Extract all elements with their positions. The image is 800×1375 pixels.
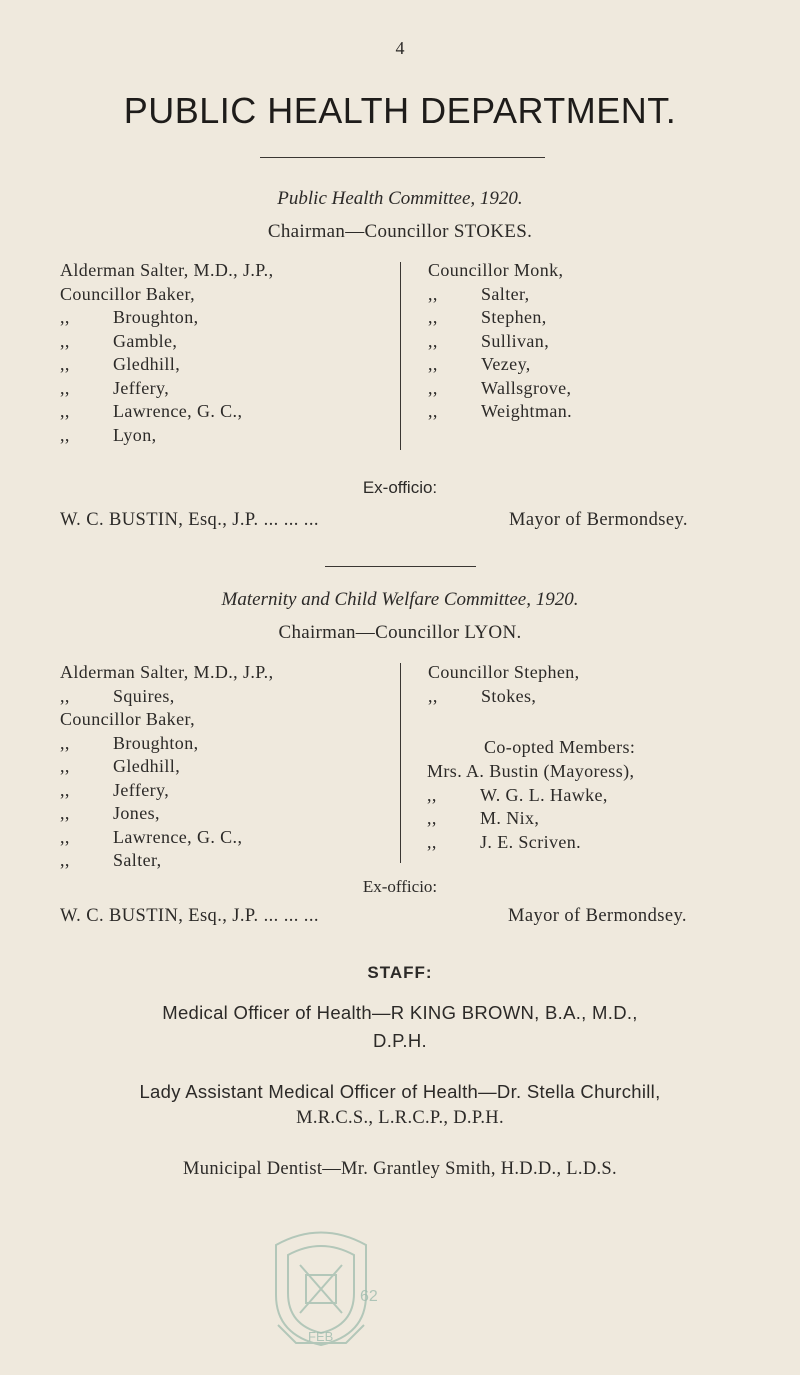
ditto-mark: ,,	[60, 330, 70, 351]
member-name: Councillor Baker,	[60, 283, 196, 304]
member-entry	[60, 400, 273, 424]
column-divider	[400, 663, 401, 863]
column-divider	[400, 262, 401, 450]
member-name: Stephen,	[481, 307, 547, 327]
member-entry	[60, 424, 273, 448]
divider	[325, 566, 476, 567]
member-name: Lawrence, G. C.,	[113, 826, 243, 847]
svg-text:FEB: FEB	[308, 1329, 334, 1344]
member-entry	[428, 283, 572, 307]
member-entry	[60, 849, 273, 873]
member-entry	[428, 306, 572, 330]
member-entry	[428, 353, 572, 377]
ex-officio-role: Mayor of Bermondsey.	[508, 906, 687, 926]
member-entry	[428, 330, 572, 354]
maternity-committee-chairman: Chairman—Councillor LYON.	[278, 622, 522, 643]
ex-officio-name: W. C. BUSTIN, Esq., J.P. ... ... ...	[60, 510, 319, 530]
ditto-mark: ,,	[60, 826, 70, 847]
ditto-mark: ,,	[60, 779, 70, 800]
member-entry	[60, 708, 273, 732]
member-entry	[427, 760, 634, 784]
ditto-mark: ,,	[60, 354, 70, 374]
member-entry	[428, 685, 580, 709]
member-entry	[428, 259, 572, 283]
ex-officio-heading: Ex-officio:	[362, 877, 438, 896]
member-entry	[60, 330, 273, 354]
member-name: Jeffery,	[113, 377, 170, 398]
staff-heading: STAFF:	[367, 963, 433, 982]
public-health-committee-chairman: Chairman—Councillor STOKES.	[267, 221, 533, 242]
member-entry	[60, 779, 273, 803]
member-name: Sullivan,	[481, 330, 550, 351]
ex-officio-heading: Ex-officio:	[362, 478, 438, 497]
member-name: Jeffery,	[113, 779, 170, 800]
page-title: PUBLIC HEALTH DEPARTMENT.	[123, 90, 677, 131]
maternity-members-left	[60, 661, 273, 873]
member-name: W. G. L. Hawke,	[480, 784, 608, 805]
public-health-committee-heading: Public Health Committee, 1920.	[277, 188, 523, 209]
member-name: Broughton,	[113, 732, 199, 753]
ditto-mark: ,,	[427, 831, 437, 852]
member-entry	[60, 826, 273, 850]
member-name: Stokes,	[481, 685, 537, 706]
ditto-mark: ,,	[428, 307, 438, 327]
member-name: Gledhill,	[113, 354, 181, 374]
ditto-mark: ,,	[60, 756, 70, 776]
stamp-text: 62	[360, 1288, 378, 1305]
member-entry	[60, 259, 273, 283]
member-entry	[60, 353, 273, 377]
ditto-mark: ,,	[60, 401, 70, 421]
member-name: Wallsgrove,	[481, 377, 572, 398]
member-name: Squires,	[113, 685, 175, 706]
public-health-members-left	[60, 259, 273, 447]
staff-lady-assistant-line1: Lady Assistant Medical Officer of Health—Dr. Stella Churchill,	[139, 1081, 661, 1102]
member-name: Lyon,	[113, 424, 157, 445]
member-name: Salter,	[481, 283, 530, 304]
coopted-members	[427, 760, 634, 854]
member-entry	[60, 283, 273, 307]
member-entry	[60, 755, 273, 779]
ditto-mark: ,,	[60, 803, 70, 823]
member-name: Jones,	[113, 803, 160, 823]
member-name: Salter,	[113, 850, 162, 870]
member-entry	[427, 784, 634, 808]
ditto-mark: ,,	[428, 354, 438, 374]
member-name: Alderman Salter, M.D., J.P.,	[60, 662, 274, 682]
ditto-mark: ,,	[60, 377, 70, 398]
ditto-mark: ,,	[427, 808, 437, 828]
staff-moh-line2: D.P.H.	[373, 1030, 427, 1051]
divider	[260, 157, 545, 158]
member-name: Councillor Monk,	[428, 260, 564, 280]
member-name: Mrs. A. Bustin (Mayoress),	[427, 761, 635, 781]
maternity-members-right	[428, 661, 580, 708]
member-entry	[60, 377, 273, 401]
public-health-members-right	[428, 259, 572, 424]
member-name: Gamble,	[113, 330, 178, 351]
staff-lady-assistant-line2: M.R.C.S., L.R.C.P., D.P.H.	[296, 1108, 504, 1128]
member-name: M. Nix,	[480, 808, 540, 828]
member-entry	[428, 661, 580, 685]
staff-dentist: Municipal Dentist—Mr. Grantley Smith, H.D.D., L.D.S.	[183, 1159, 617, 1179]
ditto-mark: ,,	[60, 685, 70, 706]
maternity-committee-heading: Maternity and Child Welfare Committee, 1920.	[221, 589, 579, 610]
member-entry	[428, 400, 572, 424]
ditto-mark: ,,	[427, 784, 437, 805]
member-entry	[428, 377, 572, 401]
library-stamp-icon	[256, 1225, 386, 1350]
member-entry	[60, 661, 273, 685]
ditto-mark: ,,	[60, 732, 70, 753]
member-entry	[427, 831, 634, 855]
ditto-mark: ,,	[428, 330, 438, 351]
member-name: Broughton,	[113, 307, 199, 327]
member-name: Councillor Stephen,	[428, 662, 580, 682]
staff-moh-line1: Medical Officer of Health—R KING BROWN, B.A., M.D.,	[162, 1002, 638, 1023]
page-number: 4	[395, 38, 405, 58]
member-name: Vezey,	[481, 354, 531, 374]
ditto-mark: ,,	[60, 850, 70, 870]
ditto-mark: ,,	[428, 377, 438, 398]
member-name: Councillor Baker,	[60, 709, 196, 729]
member-name: Lawrence, G. C.,	[113, 401, 243, 421]
member-entry	[60, 685, 273, 709]
ex-officio-role: Mayor of Bermondsey.	[509, 510, 688, 530]
coopted-heading: Co-opted Members:	[484, 737, 636, 757]
member-entry	[60, 732, 273, 756]
member-name: Gledhill,	[113, 756, 181, 776]
ditto-mark: ,,	[428, 401, 438, 421]
ex-officio-name: W. C. BUSTIN, Esq., J.P. ... ... ...	[60, 906, 319, 926]
member-name: J. E. Scriven.	[480, 831, 582, 852]
ditto-mark: ,,	[428, 685, 438, 706]
member-entry	[60, 802, 273, 826]
member-entry	[60, 306, 273, 330]
member-entry	[427, 807, 634, 831]
ditto-mark: ,,	[60, 307, 70, 327]
member-name: Weightman.	[481, 401, 573, 421]
member-name: Alderman Salter, M.D., J.P.,	[60, 260, 274, 280]
ditto-mark: ,,	[60, 424, 70, 445]
ditto-mark: ,,	[428, 283, 438, 304]
